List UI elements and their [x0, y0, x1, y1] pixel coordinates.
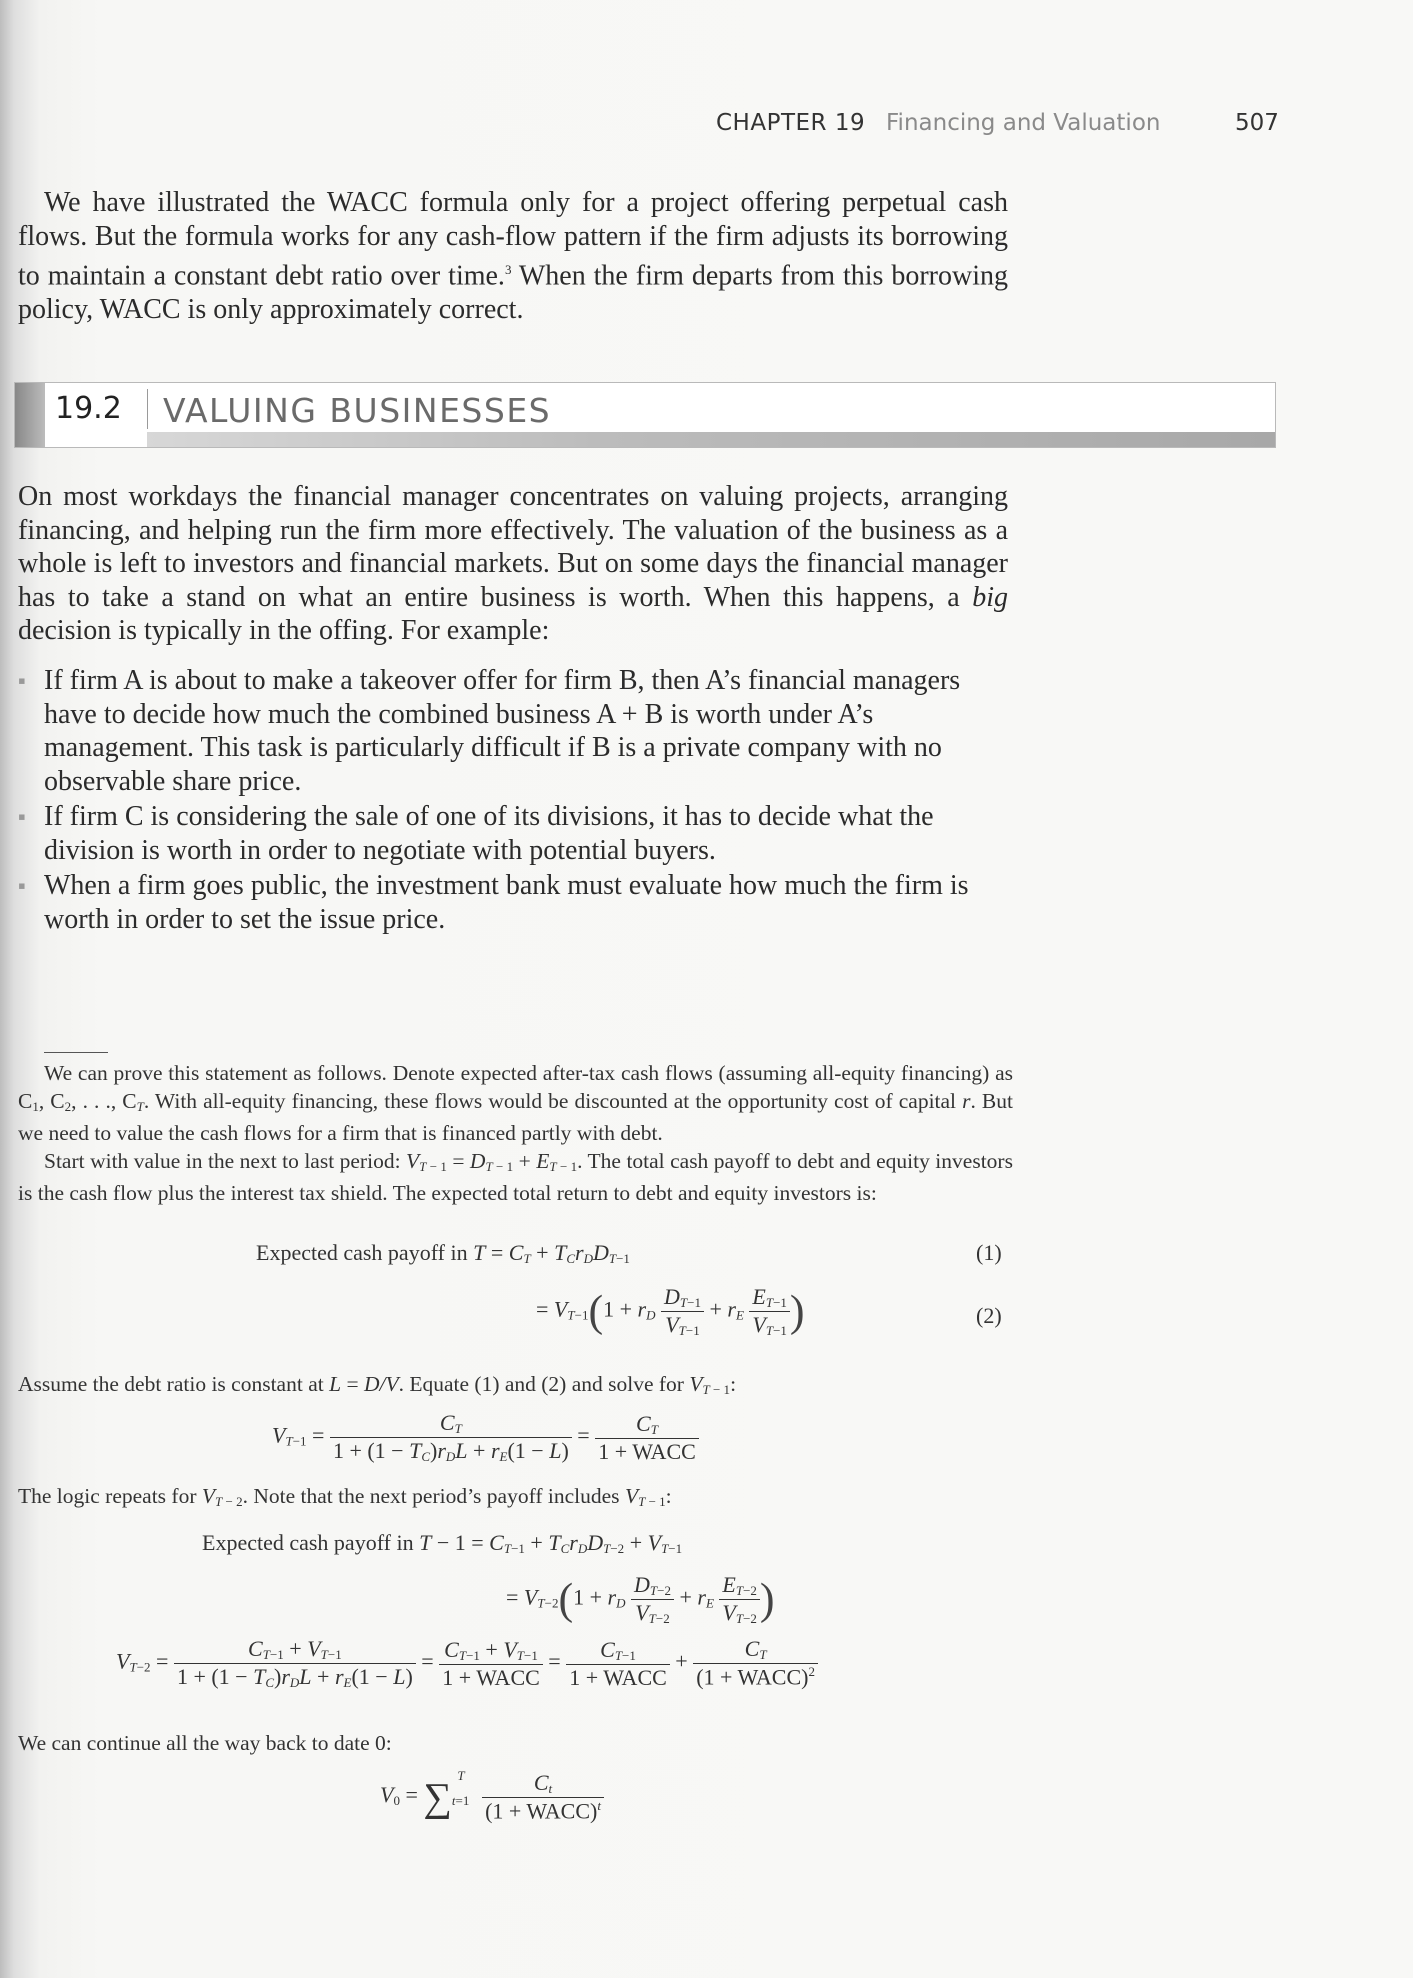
equation-1: Expected cash payoff in $T = C_T + T_Cr_DD_{T-1}$ [256, 1240, 630, 1266]
running-header [0, 104, 1280, 144]
equation-1-number: (1) [976, 1240, 1002, 1265]
list-item: ▪ If firm C is considering the sale of one of its divisions, it has to decide what the division is worth in order to negotiate with potential buyers. [18, 801, 934, 866]
section-number: 19.2 [55, 391, 122, 426]
chapter-title: Financing and Valuation [886, 110, 1161, 136]
list-item: ▪ When a firm goes public, the investment bank must evaluate how much the firm is worth in order to set the issue price. [18, 870, 969, 935]
chapter-label: CHAPTER 19 [716, 110, 866, 136]
equation-3: $V_{T-1}$ = $\frac{C_T}{1 + (1 - T_C)r_DL + r_E(1 - L)}$ = $\frac{C_T}{\text{1 + WACC}}$ [272, 1410, 699, 1465]
section-heading-bar [15, 383, 45, 447]
example-list [18, 664, 1008, 938]
page-number: 507 [1235, 110, 1279, 136]
equation-7: $V_0 = \sum_{t=1}^T$ $\frac{C_t}{(1 + WACC)^t}$ [380, 1770, 604, 1824]
bullet-icon: ▪ [18, 804, 26, 829]
bullet-icon: ▪ [18, 873, 26, 898]
section-band [147, 432, 1275, 447]
list-item: ▪ If firm A is about to make a takeover offer for firm B, then A’s financial managers have to decide how much the combined business A + B is worth under A’s management. This task is particularly difficult if B is a private company with no observable share price. [18, 665, 961, 797]
footnote-logic-line: The logic repeats for $V_{T - 2}$. Note that the next period’s payoff includes $V_{T - 1}$: [18, 1484, 672, 1509]
footnote-ref: 3 [504, 262, 512, 277]
footnote-continue-line: We can continue all the way back to date 0: [18, 1731, 392, 1755]
equation-2-number: (2) [976, 1303, 1002, 1328]
section-heading [14, 382, 1276, 448]
footnote-assume-line: Assume the debt ratio is constant at L = D/V. Equate (1) and (2) and solve for $V_{T - 1}$: [18, 1372, 737, 1397]
equation-2: = $V_{T-1}(1 + r_D$ $\frac{D_{T-1}}{V_{T-1}}$ + $r_E$ $\frac{E_{T-1}}{V_{T-1}}$ ) [536, 1284, 805, 1338]
equation-4: Expected cash payoff in $T - 1 = C_{T-1} + T_Cr_DD_{T-2} + V_{T-1}$ [202, 1530, 683, 1556]
footnote-rule [44, 1052, 108, 1053]
section-paragraph: On most workdays the financial manager concentrates on valuing projects, arranging financing, and helping run the firm more effectively. The valuation of the business as a whole is left to investors and financial markets. But on some days the financial manager has to take a stand on what an entire business is worth. When this happens, a big decision is typically in the offing. For example: [18, 481, 1008, 646]
section-title: VALUING BUSINESSES [163, 391, 552, 430]
equation-5: = $V_{T-2}(1 + r_D$ $\frac{D_{T-2}}{V_{T-2}}$ + $r_E$ $\frac{E_{T-2}}{V_{T-2}}$ ) [506, 1572, 775, 1626]
intro-paragraph: We have illustrated the WACC formula only for a project offering perpetual cash flows. But the formula works for any cash-flow pattern if the firm adjusts its borrowing to maintain a constant debt ratio over time.$^3$ When the firm departs from this borrowing policy, WACC is only approximately correct. [18, 187, 1008, 325]
equation-6: $V_{T-2}$ = $\frac{C_{T-1} + V_{T-1}}{1 + (1 - T_C)r_DL + r_E(1 - L)}$ = $\frac{C_{T-1} + V_{T-1}}{\text{1 + WACC}}$ = $\frac{C_{T-1}}{\text{1 + WACC}}$ + $\frac{C_T}{(1 + WACC)^2}$ [116, 1636, 818, 1691]
section-divider [147, 389, 148, 429]
footnote-text: We can prove this statement as follows. Denote expected after-tax cash flows (assuming all-equity financing) as $C_1$, $C_2$, . . ., $C_T$. With all-equity financing, these flows would be discounted at the opportunity cost of capital r. But we need to value the cash flows for a firm that is financed partly with debt. Start with value in the next to last period: $V_{T - 1} = D_{T - 1} + E_{T - 1}$. The total cash payoff to debt and equity investors is the cash flow plus the interest tax shield. The expected total return to debt and equity investors is: [18, 1061, 1013, 1205]
bullet-icon: ▪ [18, 668, 26, 693]
